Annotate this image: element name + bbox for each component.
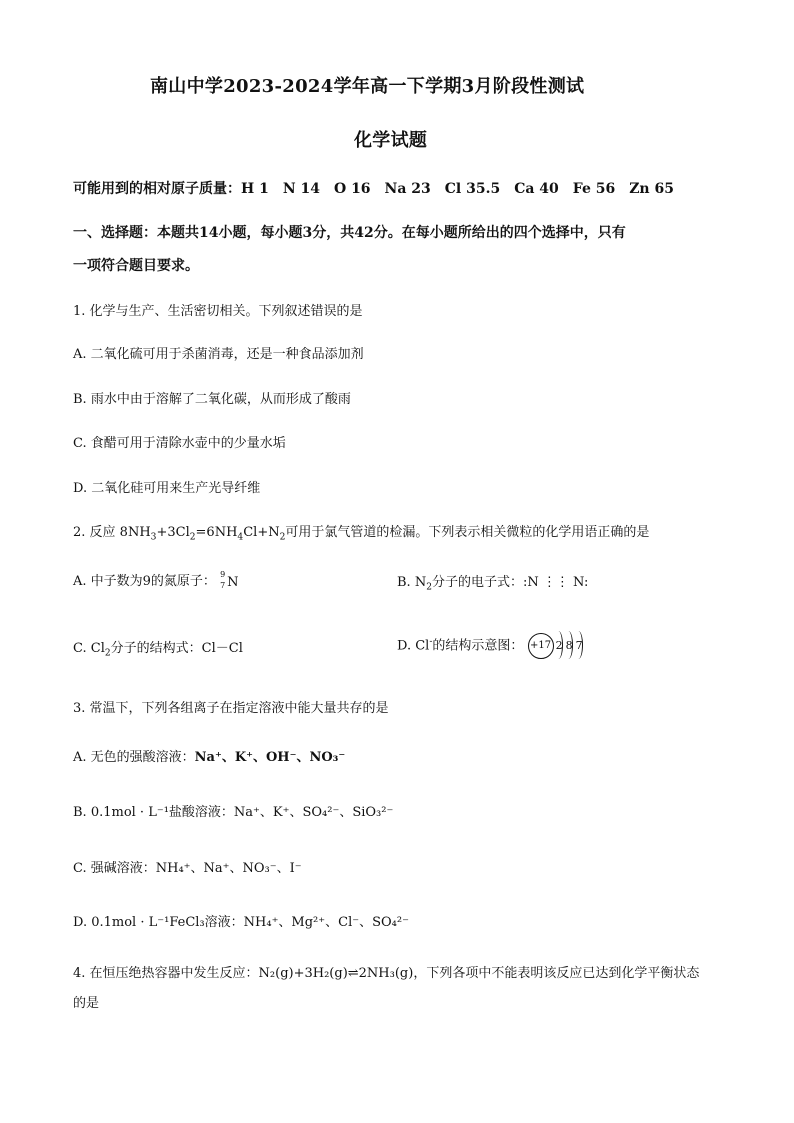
q1-option-b: B. 雨水中由于溶解了二氧化碳，从而形成了酸雨 [73, 392, 351, 407]
q4-stem-line2: 的是 [73, 996, 100, 1011]
shell-count: 2 [555, 639, 563, 652]
n2-electron-formula: :N ⋮⋮ N: [523, 575, 589, 590]
chloride-structure-diagram [528, 633, 592, 659]
q3-option-b: B. 0.1mol · L⁻¹盐酸溶液：Na⁺、K⁺、SO₄²⁻、SiO₃²⁻ [73, 805, 394, 820]
nucleus: +17 [528, 633, 554, 659]
atomic-masses: 可能用到的相对原子质量：H 1 N 14 O 16 Na 23 Cl 35.5 Ca 40 Fe 56 Zn 65 [73, 181, 674, 197]
q2-option-d: D. Cl-的结构示意图： +17 2 8 7 [397, 633, 592, 659]
section-heading-line2: 一项符合题目要求。 [73, 258, 199, 274]
section-heading-line1: 一、选择题：本题共14小题，每小题3分，共42分。在每小题所给出的四个选择中，只有 [73, 225, 626, 241]
q1-option-c: C. 食醋可用于清除水壶中的少量水垢 [73, 436, 286, 451]
q1-stem: 1. 化学与生产、生活密切相关。下列叙述错误的是 [73, 304, 363, 319]
q3-option-c: C. 强碱溶液：NH₄⁺、Na⁺、NO₃⁻、I⁻ [73, 861, 302, 876]
nitrogen-isotope-symbol: 9 7 N [220, 569, 239, 590]
q2-stem: 2. 反应 $8NH_3+3Cl_2=6NH_4Cl+N_2$可用于氯气管道的检漏。下列表示相关微粒的化学用语正确的是 [73, 525, 650, 543]
q3-option-a: A. 无色的强酸溶液：Na⁺、K⁺、OH⁻、NO₃⁻ [73, 750, 346, 765]
q3-option-d: D. 0.1mol · L⁻¹FeCl₃溶液：NH₄⁺、Mg²⁺、Cl⁻、SO₄²⁻ [73, 915, 409, 930]
q2-option-b: B. $N_2$分子的电子式：:N ⋮⋮ N: [397, 575, 589, 593]
page-title: 南山中学2023-2024学年高一下学期3月阶段性测试 [150, 76, 585, 97]
shell-count: 8 [565, 639, 573, 652]
page-subtitle: 化学试题 [354, 130, 428, 151]
q3-stem: 3. 常温下，下列各组离子在指定溶液中能大量共存的是 [73, 701, 389, 716]
q2-option-c: C. $Cl_2$分子的结构式：Cl－Cl [73, 641, 243, 659]
q1-option-d: D. 二氧化硅可用来生产光导纤维 [73, 481, 261, 496]
q4-stem-line1: 4. 在恒压绝热容器中发生反应：N₂(g)+3H₂(g)⇌2NH₃(g)，下列各项中不能表明该反应已达到化学平衡状态 [73, 966, 700, 981]
q1-option-a: A. 二氧化硫可用于杀菌消毒，还是一种食品添加剂 [73, 347, 364, 362]
shell-count: 7 [575, 639, 583, 652]
q2-option-a: A. 中子数为9的氮原子： 9 7 N [73, 569, 239, 590]
